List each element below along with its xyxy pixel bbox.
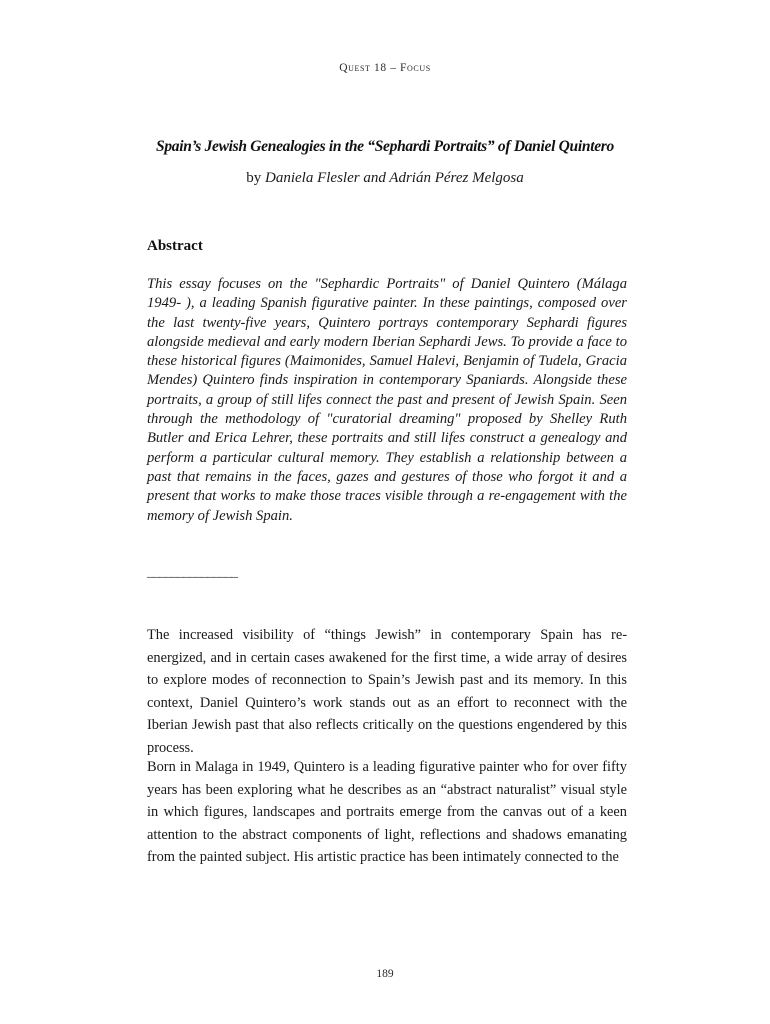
page-number: 189 <box>376 968 394 980</box>
authors: Daniela Flesler and Adrián Pérez Melgosa <box>265 170 524 186</box>
abstract-text: This essay focuses on the "Sephardic Portraits" of Daniel Quintero (Málaga 1949- ), a leading Spanish figurative painter. In these paintings, composed over the last twenty-five years, Quintero portrays contemporary Sephardi figures alongside medieval and early modern Iberian Sephardi Jews. To provide a face to these historical figures (Maimonides, Samuel Halevi, Benjamin of Tudela, Gracia Mendes) Quintero finds inspiration in contemporary Spaniards. Alongside these portraits, a group of still lifes connect the past and present of Jewish Spain. Seen through the methodology of "curatorial dreaming" proposed by Shelley Ruth Butler and Erica Lehrer, these portraits and still lifes construct a genealogy and perform a particular cultural memory. They establish a relationship between a past that remains in the faces, gazes and gestures of those who forgot it and a present that works to make those traces visible through a re-engagement with the memory of Jewish Spain. <box>147 276 627 524</box>
abstract-heading: Abstract <box>147 238 203 254</box>
body-paragraph: Born in Malaga in 1949, Quintero is a leading figurative painter who for over fifty years has been exploring what he describes as an “abstract naturalist” visual style in which figures, landscapes and portraits emerge from the canvas out of a keen attention to the abstract components of light, reflections and shadows emanating from the painted subject. His artistic practice has been intimately connected to the <box>147 759 627 865</box>
byline <box>110 170 660 187</box>
running-header: Quest 18 – Focus <box>339 62 431 74</box>
body-paragraph: The increased visibility of “things Jewish” in contemporary Spain has re-energized, and in certain cases awakened for the first time, a wide array of desires to explore modes of reconnection to Spain’s Jewish past and its memory. In this context, Daniel Quintero’s work stands out as an effort to reconnect with the Iberian Jewish past that also reflects critically on the questions engendered by this process. <box>147 627 627 756</box>
byline-prefix: by <box>246 170 262 186</box>
section-separator: _______________ <box>147 565 237 580</box>
article-title: Spain’s Jewish Genealogies in the “Sephardi Portraits” of Daniel Quintero <box>156 138 614 155</box>
